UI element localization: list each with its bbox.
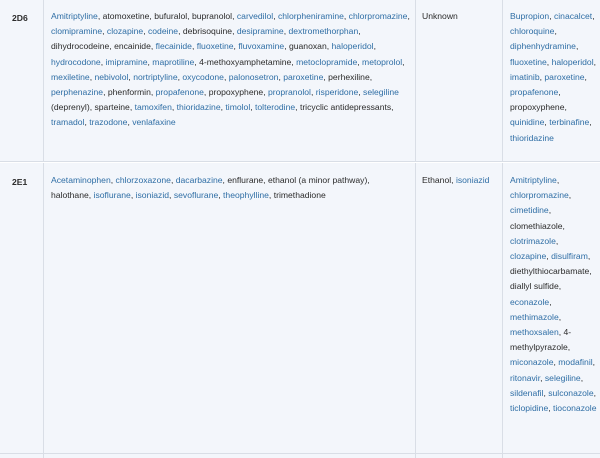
drug-link[interactable]: theophylline [223, 190, 269, 201]
separator-text: , [284, 41, 289, 52]
separator-text: , [589, 117, 592, 128]
substrates-list [51, 173, 411, 203]
drug-name: bufuralol [154, 11, 188, 21]
drug-link[interactable]: chlorpheniramine [277, 11, 344, 21]
separator-text: , [177, 71, 183, 82]
separator-text: , [128, 71, 134, 82]
drug-link[interactable]: disulfiram [551, 251, 588, 262]
separator-text: , [323, 71, 329, 82]
drug-link[interactable]: metoclopramide [296, 56, 358, 67]
drug-link[interactable]: desipramine [236, 26, 284, 37]
drug-link[interactable]: oxycodone [182, 71, 224, 82]
gene-cell [0, 0, 43, 161]
drug-link[interactable]: isoflurane [93, 190, 131, 201]
drug-link[interactable]: tamoxifen [134, 102, 172, 113]
drug-link[interactable]: imatinib [510, 71, 540, 82]
inducers-list [422, 9, 498, 24]
drug-link[interactable]: isoniazid [455, 175, 490, 185]
inducers-cell [415, 163, 502, 453]
drug-link[interactable]: chlorzoxazone [115, 175, 171, 185]
separator-text: , [593, 387, 597, 398]
separator-text: , [97, 11, 103, 21]
drug-link[interactable]: methoxsalen [510, 327, 559, 338]
separator-text: , [555, 235, 559, 246]
drug-name: clomethiazole [510, 220, 563, 231]
separator-text: , [543, 387, 549, 398]
separator-text: , [291, 56, 297, 67]
separator-text: , [109, 41, 115, 52]
drug-link[interactable]: flecainide [155, 41, 192, 52]
drug-link[interactable]: venlafaxine [132, 117, 176, 128]
separator-text: , [546, 251, 552, 262]
drug-name: phenformin [107, 87, 151, 98]
gene-name: 2E1 [12, 177, 28, 187]
separator-text: , [194, 56, 200, 67]
drug-link[interactable]: thioridazine [176, 102, 221, 113]
separator-text: , [203, 87, 209, 98]
drug-link[interactable]: ritonavir [510, 372, 541, 383]
separator-text: , [592, 357, 596, 368]
separator-text: , [143, 26, 148, 37]
separator-text: , [223, 71, 229, 82]
drug-name: 4-methoxyamphetamine [199, 56, 292, 67]
separator-text: , [544, 117, 550, 128]
drug-link[interactable]: clomipramine [51, 26, 103, 37]
separator-text: , [89, 71, 95, 82]
drug-link[interactable]: miconazole [510, 357, 554, 368]
drug-link[interactable]: clozapine [106, 26, 144, 37]
separator-text: , [278, 71, 284, 82]
drug-link[interactable]: propafenone [155, 87, 204, 98]
drug-link[interactable]: ticlopidine [510, 403, 549, 414]
separator-text: , [580, 372, 584, 383]
drug-link[interactable]: mexiletine [51, 71, 90, 82]
drug-link[interactable]: tolterodine [255, 102, 296, 113]
separator-text: , [587, 251, 591, 262]
separator-text: , [326, 41, 332, 52]
drug-link[interactable]: carvedilol [236, 11, 274, 21]
separator-text: , [127, 117, 133, 128]
separator-text: , [589, 266, 592, 277]
drug-name: propoxyphene [510, 102, 565, 113]
separator-text: , [558, 281, 562, 292]
drug-link[interactable]: cinacalcet [553, 11, 593, 21]
drug-link[interactable]: tramadol [51, 117, 85, 128]
gene-name: 2D6 [12, 13, 28, 23]
separator-text: , [263, 87, 268, 98]
drug-link[interactable]: palonosetron [228, 71, 279, 82]
separator-text: , [558, 87, 561, 98]
drug-name: 4-methylpyrazole [510, 327, 572, 353]
drug-link[interactable]: chloroquine [510, 26, 555, 37]
separator-text: (deprenyl), [51, 102, 95, 113]
separator-text: , [373, 41, 376, 52]
drug-link[interactable]: metoprolol [362, 56, 403, 67]
substrates-cell [43, 163, 415, 453]
separator-text: , [549, 296, 552, 307]
separator-text: , [149, 11, 155, 21]
drug-link[interactable]: propafenone [510, 87, 559, 98]
drug-name: atomoxetine [102, 11, 150, 21]
drug-name: ethanol (a minor pathway) [267, 175, 368, 185]
drug-link[interactable]: selegiline [363, 87, 399, 98]
drug-name: diallyl sulfide [510, 281, 559, 292]
separator-text: , [567, 342, 571, 353]
gene-cell [0, 163, 43, 453]
separator-text: , [250, 102, 256, 113]
separator-text: , [170, 175, 176, 185]
separator-text: , [558, 327, 564, 338]
separator-text: , [553, 357, 559, 368]
drug-link[interactable]: diphenhydramine [510, 41, 576, 52]
separator-text: , [357, 56, 363, 67]
drug-link[interactable]: imipramine [105, 56, 148, 67]
separator-text: , [402, 56, 405, 67]
drug-link[interactable]: dextromethorphan [288, 26, 359, 37]
drug-link[interactable]: selegiline [544, 372, 581, 383]
drug-link[interactable]: clozapine [510, 251, 547, 262]
separator-text: , [554, 26, 557, 37]
separator-text: , [548, 205, 552, 216]
drug-link[interactable]: dacarbazine [175, 175, 223, 185]
separator-text: , [84, 117, 90, 128]
drug-link[interactable]: isoniazid [135, 190, 170, 201]
drug-link[interactable]: risperidone [315, 87, 359, 98]
separator-text: , [100, 56, 106, 67]
drug-link[interactable]: modafinil [558, 357, 593, 368]
drug-link[interactable]: Acetaminophen [51, 175, 111, 185]
separator-text: , [451, 175, 456, 185]
drug-link[interactable]: timolol [225, 102, 251, 113]
separator-text: , [273, 11, 278, 21]
drug-link[interactable]: thioridazine [510, 132, 554, 143]
separator-text: , [103, 87, 108, 98]
inhibitors-cell [502, 0, 600, 161]
drug-name: tricyclic antidepressants [299, 102, 392, 113]
drug-name: bupranolol [191, 11, 233, 21]
drug-link[interactable]: fluoxetine [510, 56, 547, 67]
drug-link[interactable]: terbinafine [549, 117, 590, 128]
drug-name: encainide [114, 41, 151, 52]
drug-name: halothane [51, 190, 89, 201]
inducers-list [422, 173, 498, 188]
separator-text: , [268, 190, 274, 201]
separator-text: , [369, 71, 373, 82]
drug-link[interactable]: fluvoxamine [238, 41, 285, 52]
separator-text: , [575, 41, 579, 52]
separator-text: , [310, 87, 316, 98]
separator-text: , [150, 41, 156, 52]
separator-text: , [263, 175, 268, 185]
drug-link[interactable]: sevoflurane [173, 190, 219, 201]
separator-text: , [584, 71, 587, 82]
separator-text: , [187, 11, 192, 21]
drug-link[interactable]: fluoxetine [196, 41, 234, 52]
separator-text: , [232, 11, 237, 21]
drug-name: diethylthiocarbamate [510, 266, 590, 277]
separator-text: , [539, 71, 545, 82]
drug-name: dihydrocodeine [51, 41, 110, 52]
separator-text: , [343, 11, 349, 21]
drug-link[interactable]: nortriptyline [133, 71, 178, 82]
substrates-list [51, 9, 411, 131]
inhibitors-list [510, 9, 598, 146]
separator-text: , [562, 220, 565, 231]
separator-text: , [233, 41, 239, 52]
substrates-cell [43, 454, 415, 458]
drug-name: enflurane [227, 175, 264, 185]
table-row-next [0, 454, 600, 458]
separator-text: , [564, 102, 567, 113]
inhibitors-cell [502, 163, 600, 453]
drug-link[interactable]: hydrocodone [51, 56, 101, 67]
separator-text: , [540, 372, 545, 383]
separator-text: , [102, 26, 107, 37]
drug-link[interactable]: tioconazole [553, 403, 597, 414]
drug-name: Unknown [422, 11, 458, 21]
separator-text: , [568, 190, 572, 201]
substrates-cell [43, 0, 415, 161]
separator-text: , [358, 87, 364, 98]
separator-text: , [367, 175, 370, 185]
separator-text: , [169, 190, 174, 201]
gene-cell [0, 454, 43, 458]
drug-link[interactable]: chlorpromazine [348, 11, 408, 21]
drug-link[interactable]: codeine [147, 26, 179, 37]
drug-name: Ethanol [422, 175, 452, 185]
drug-link[interactable]: chlorpromazine [510, 190, 569, 201]
drug-link[interactable]: Bupropion [510, 11, 550, 21]
drug-link[interactable]: cimetidine [510, 205, 549, 216]
drug-name: guanoxan [288, 41, 327, 52]
separator-text: , [220, 102, 226, 113]
drug-link[interactable]: clotrimazole [510, 235, 556, 246]
table-row-2e1 [0, 163, 600, 454]
separator-text: , [150, 87, 156, 98]
drug-link[interactable]: sildenafil [510, 387, 544, 398]
separator-text: , [546, 56, 552, 67]
drug-link[interactable]: quinidine [510, 117, 545, 128]
drug-link[interactable]: nebivolol [94, 71, 129, 82]
separator-text: , [556, 175, 560, 185]
inhibitors-cell [502, 454, 600, 458]
separator-text: , [191, 41, 197, 52]
separator-text: , [88, 190, 94, 201]
separator-text: , [171, 102, 177, 113]
drug-link[interactable]: trazodone [89, 117, 128, 128]
drug-link[interactable]: paroxetine [283, 71, 324, 82]
separator-text: , [283, 26, 289, 37]
drug-link[interactable]: perphenazine [51, 87, 104, 98]
separator-text: , [129, 102, 135, 113]
separator-text: , [549, 11, 554, 21]
separator-text: , [592, 11, 595, 21]
drug-link[interactable]: sulconazole [548, 387, 594, 398]
drug-name: perhexiline [328, 71, 370, 82]
drug-name: debrisoquine [182, 26, 233, 37]
separator-text: , [110, 175, 116, 185]
drug-link[interactable]: maprotiline [152, 56, 195, 67]
separator-text: , [295, 102, 300, 113]
separator-text: , [178, 26, 183, 37]
inhibitors-list [510, 173, 598, 416]
drug-link[interactable]: econazole [510, 296, 550, 307]
drug-link[interactable]: haloperidol [331, 41, 374, 52]
separator-text: , [147, 56, 153, 67]
separator-text: , [593, 56, 597, 67]
separator-text: , [218, 190, 224, 201]
separator-text: , [391, 102, 394, 113]
separator-text: , [130, 190, 136, 201]
drug-link[interactable]: Amitriptyline [510, 175, 557, 185]
separator-text: , [558, 311, 562, 322]
drug-link[interactable]: propranolol [267, 87, 311, 98]
drug-link[interactable]: Amitriptyline [51, 11, 98, 21]
separator-text: , [232, 26, 237, 37]
separator-text: , [548, 403, 553, 414]
drug-link[interactable]: haloperidol [551, 56, 594, 67]
inducers-cell [415, 454, 502, 458]
separator-text: , [222, 175, 228, 185]
separator-text: , [358, 26, 361, 37]
drug-link[interactable]: methimazole [510, 311, 559, 322]
drug-name: propoxyphene [208, 87, 264, 98]
drug-name: sparteine [94, 102, 130, 113]
drug-link[interactable]: paroxetine [544, 71, 585, 82]
table-row-2d6 [0, 0, 600, 162]
drug-name: trimethadione [273, 190, 326, 201]
inducers-cell [415, 0, 502, 161]
separator-text: , [407, 11, 410, 21]
